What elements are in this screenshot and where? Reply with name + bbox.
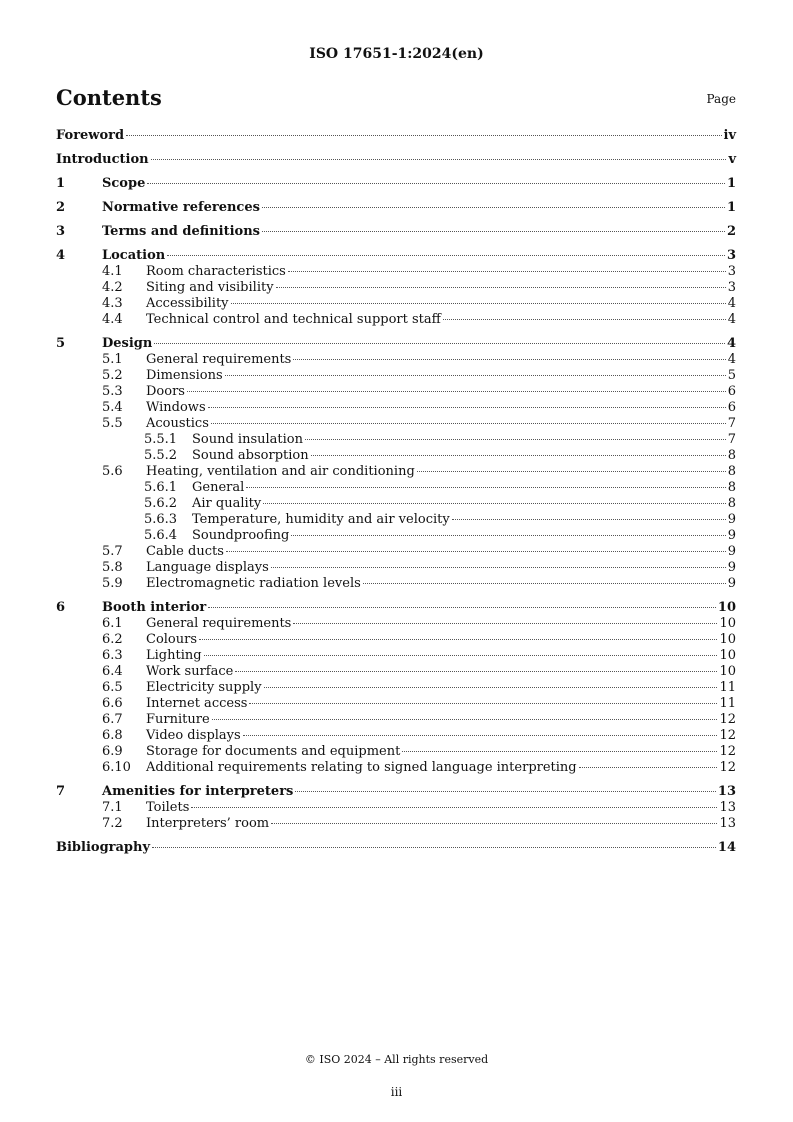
toc-entry-label: Sound insulation: [192, 432, 303, 447]
toc-entry-page: 9: [727, 576, 736, 591]
toc-entry[interactable]: [56, 464, 736, 480]
toc-entry-page: 10: [719, 664, 736, 679]
toc-entry-number: 6.2: [102, 632, 123, 647]
toc-entry-page: 4: [726, 336, 736, 351]
toc-entry-number: 6.8: [102, 728, 123, 743]
table-of-contents: [56, 128, 736, 856]
toc-entry-page: 7: [727, 416, 736, 431]
toc-entry-label: Sound absorption: [192, 448, 309, 463]
toc-entry-page: 9: [727, 512, 736, 527]
toc-entry-number: 5.7: [102, 544, 123, 559]
toc-entry-page: 13: [719, 800, 736, 815]
toc-entry[interactable]: [56, 512, 736, 528]
toc-entry[interactable]: [56, 480, 736, 496]
toc-entry[interactable]: [56, 648, 736, 664]
dot-leader: [225, 375, 726, 376]
toc-entry-label: Normative references: [102, 200, 260, 215]
toc-entry-label: Electromagnetic radiation levels: [146, 576, 361, 591]
dot-leader: [271, 823, 717, 824]
toc-entry-number: 4.3: [102, 296, 123, 311]
toc-entry[interactable]: [56, 128, 736, 144]
toc-entry-label: Storage for documents and equipment: [146, 744, 401, 759]
toc-entry-label: Interpreters’ room: [146, 816, 270, 831]
toc-entry[interactable]: [56, 840, 736, 856]
page-number: iii: [390, 1085, 403, 1099]
dot-leader: [363, 583, 726, 584]
toc-entry-label: Colours: [146, 632, 198, 647]
dot-leader: [208, 407, 726, 408]
toc-entry-label: Bibliography: [56, 840, 151, 855]
toc-entry[interactable]: [56, 432, 736, 448]
toc-entry-number: 5.6.4: [144, 528, 178, 543]
toc-entry-label: Windows: [146, 400, 206, 415]
dot-leader: [211, 423, 726, 424]
dot-leader: [311, 455, 726, 456]
toc-entry-number: 5.4: [102, 400, 123, 415]
toc-entry-label: General: [192, 480, 245, 495]
toc-entry[interactable]: [56, 632, 736, 648]
toc-entry-label: Soundproofing: [192, 528, 290, 543]
toc-entry-number: 6.7: [102, 712, 123, 727]
toc-entry-page: 8: [727, 480, 736, 495]
toc-entry[interactable]: [56, 176, 736, 192]
toc-entry[interactable]: [56, 528, 736, 544]
toc-entry-number: 6.9: [102, 744, 123, 759]
toc-entry[interactable]: [56, 728, 736, 744]
toc-entry-label: Furniture: [146, 712, 210, 727]
toc-entry[interactable]: [56, 200, 736, 216]
toc-entry-page: 7: [727, 432, 736, 447]
toc-entry-number: 2: [56, 200, 66, 215]
toc-entry[interactable]: [56, 336, 736, 352]
toc-entry-page: 1: [726, 200, 736, 215]
toc-entry[interactable]: [56, 560, 736, 576]
toc-entry-label: Work surface: [146, 664, 234, 679]
toc-entry-number: 1: [56, 176, 66, 191]
toc-entry-label: General requirements: [146, 616, 292, 631]
toc-entry-label: Dimensions: [146, 368, 223, 383]
dot-leader: [579, 767, 718, 768]
toc-entry-page: 11: [719, 680, 736, 695]
toc-entry-page: 3: [727, 280, 736, 295]
toc-entry-page: 12: [719, 744, 736, 759]
toc-entry[interactable]: [56, 784, 736, 800]
toc-entry-number: 5.2: [102, 368, 123, 383]
toc-entry-label: Amenities for interpreters: [102, 784, 294, 799]
toc-entry-page: 1: [726, 176, 736, 191]
toc-entry-page: 8: [727, 464, 736, 479]
page-column-label: Page: [706, 92, 736, 106]
toc-entry[interactable]: [56, 352, 736, 368]
toc-entry-page: 10: [719, 632, 736, 647]
toc-entry-page: 4: [727, 296, 736, 311]
toc-entry[interactable]: [56, 224, 736, 240]
toc-entry-label: Internet access: [146, 696, 248, 711]
toc-entry-page: 6: [727, 384, 736, 399]
dot-leader: [191, 807, 717, 808]
toc-entry[interactable]: [56, 680, 736, 696]
dot-leader: [276, 287, 726, 288]
toc-entry-page: iv: [723, 128, 736, 143]
dot-leader: [126, 135, 721, 136]
toc-entry-label: Temperature, humidity and air velocity: [192, 512, 450, 527]
toc-entry[interactable]: [56, 576, 736, 592]
toc-entry-page: 10: [719, 648, 736, 663]
toc-entry-page: 13: [719, 816, 736, 831]
toc-entry-number: 5.5.1: [144, 432, 178, 447]
dot-leader: [443, 319, 726, 320]
toc-entry[interactable]: [56, 696, 736, 712]
toc-entry-page: 9: [727, 528, 736, 543]
toc-entry[interactable]: [56, 496, 736, 512]
dot-leader: [271, 567, 726, 568]
toc-entry[interactable]: [56, 368, 736, 384]
toc-entry-page: 14: [717, 840, 736, 855]
dot-leader: [231, 303, 726, 304]
toc-entry-label: Electricity supply: [146, 680, 262, 695]
dot-leader: [293, 359, 725, 360]
toc-entry-page: 9: [727, 544, 736, 559]
toc-entry-number: 6.4: [102, 664, 123, 679]
toc-entry-label: Introduction: [56, 152, 149, 167]
dot-leader: [262, 231, 725, 232]
dot-leader: [154, 343, 725, 344]
toc-entry-page: 2: [726, 224, 736, 239]
toc-entry-number: 4.1: [102, 264, 123, 279]
toc-entry[interactable]: [56, 280, 736, 296]
toc-entry-page: 8: [727, 496, 736, 511]
toc-entry-number: 5.6: [102, 464, 123, 479]
toc-entry-number: 5: [56, 336, 66, 351]
toc-entry-label: Siting and visibility: [146, 280, 274, 295]
toc-entry-label: Language displays: [146, 560, 269, 575]
toc-entry-number: 5.6.1: [144, 480, 178, 495]
toc-entry-number: 5.1: [102, 352, 123, 367]
toc-entry-label: General requirements: [146, 352, 292, 367]
toc-entry-page: 6: [727, 400, 736, 415]
document-id: ISO 17651-1:2024(en): [309, 46, 484, 62]
toc-entry-page: 13: [717, 784, 736, 799]
toc-entry-page: 12: [719, 760, 736, 775]
toc-entry-number: 7: [56, 784, 66, 799]
dot-leader: [235, 671, 717, 672]
toc-entry[interactable]: [56, 600, 736, 616]
toc-entry[interactable]: [56, 448, 736, 464]
toc-entry-number: 5.5: [102, 416, 123, 431]
toc-entry[interactable]: [56, 248, 736, 264]
toc-entry[interactable]: [56, 544, 736, 560]
dot-leader: [243, 735, 718, 736]
dot-leader: [263, 503, 725, 504]
toc-entry-number: 5.6.2: [144, 496, 178, 511]
toc-entry-label: Location: [102, 248, 166, 263]
dot-leader: [246, 487, 725, 488]
toc-entry-page: 9: [727, 560, 736, 575]
toc-entry-page: 8: [727, 448, 736, 463]
toc-entry[interactable]: [56, 312, 736, 328]
toc-entry-label: Video displays: [146, 728, 241, 743]
toc-entry-number: 6.5: [102, 680, 123, 695]
toc-entry-number: 5.6.3: [144, 512, 178, 527]
toc-entry-label: Room characteristics: [146, 264, 286, 279]
toc-entry[interactable]: [56, 416, 736, 432]
toc-entry[interactable]: [56, 400, 736, 416]
toc-entry-page: 3: [727, 264, 736, 279]
toc-entry-label: Technical control and technical support staff: [146, 312, 441, 327]
toc-entry-page: v: [728, 152, 736, 167]
toc-entry[interactable]: [56, 816, 736, 832]
toc-entry-page: 5: [727, 368, 736, 383]
toc-entry-number: 5.9: [102, 576, 123, 591]
toc-entry[interactable]: [56, 664, 736, 680]
toc-entry[interactable]: [56, 744, 736, 760]
toc-entry[interactable]: [56, 800, 736, 816]
dot-leader: [293, 623, 717, 624]
toc-entry-page: 3: [726, 248, 736, 263]
contents-title: Contents: [56, 85, 162, 110]
toc-entry[interactable]: [56, 264, 736, 280]
toc-entry-label: Toilets: [146, 800, 190, 815]
dot-leader: [167, 255, 725, 256]
toc-entry[interactable]: [56, 760, 736, 776]
toc-entry-number: 6: [56, 600, 66, 615]
toc-entry-label: Booth interior: [102, 600, 207, 615]
toc-entry-label: Cable ducts: [146, 544, 224, 559]
toc-entry[interactable]: [56, 384, 736, 400]
dot-leader: [417, 471, 726, 472]
dot-leader: [295, 791, 716, 792]
toc-entry-number: 5.8: [102, 560, 123, 575]
toc-entry[interactable]: [56, 616, 736, 632]
toc-entry-page: 12: [719, 728, 736, 743]
toc-entry-number: 6.10: [102, 760, 131, 775]
toc-entry-label: Lighting: [146, 648, 202, 663]
dot-leader: [147, 183, 725, 184]
toc-entry[interactable]: [56, 712, 736, 728]
dot-leader: [288, 271, 726, 272]
toc-entry-page: 11: [719, 696, 736, 711]
toc-entry-label: Design: [102, 336, 153, 351]
dot-leader: [262, 207, 725, 208]
dot-leader: [212, 719, 718, 720]
toc-entry-page: 4: [727, 312, 736, 327]
toc-entry-number: 4.4: [102, 312, 123, 327]
toc-entry-number: 4.2: [102, 280, 123, 295]
toc-entry-label: Additional requirements relating to signed language interpreting: [146, 760, 577, 775]
toc-entry-label: Acoustics: [146, 416, 209, 431]
toc-entry-label: Doors: [146, 384, 185, 399]
dot-leader: [199, 639, 717, 640]
toc-entry-label: Accessibility: [146, 296, 229, 311]
toc-entry-number: 7.2: [102, 816, 123, 831]
dot-leader: [226, 551, 726, 552]
toc-entry-number: 6.1: [102, 616, 123, 631]
dot-leader: [264, 687, 718, 688]
dot-leader: [291, 535, 725, 536]
toc-entry[interactable]: [56, 296, 736, 312]
dot-leader: [187, 391, 726, 392]
dot-leader: [305, 439, 726, 440]
toc-entry-number: 3: [56, 224, 66, 239]
toc-entry-label: Foreword: [56, 128, 125, 143]
toc-entry-page: 10: [719, 616, 736, 631]
toc-entry-number: 6.6: [102, 696, 123, 711]
toc-entry-label: Terms and definitions: [102, 224, 260, 239]
dot-leader: [204, 655, 718, 656]
toc-entry-page: 4: [727, 352, 736, 367]
toc-entry-label: Heating, ventilation and air conditioning: [146, 464, 415, 479]
dot-leader: [152, 847, 716, 848]
dot-leader: [208, 607, 716, 608]
dot-leader: [452, 519, 726, 520]
dot-leader: [151, 159, 727, 160]
toc-entry-number: 4: [56, 248, 66, 263]
toc-entry-number: 7.1: [102, 800, 123, 815]
toc-entry-number: 6.3: [102, 648, 123, 663]
toc-entry[interactable]: [56, 152, 736, 168]
toc-entry-number: 5.3: [102, 384, 123, 399]
toc-entry-label: Air quality: [192, 496, 262, 511]
toc-entry-label: Scope: [102, 176, 146, 191]
toc-entry-number: 5.5.2: [144, 448, 178, 463]
toc-entry-page: 10: [717, 600, 736, 615]
copyright-notice: © ISO 2024 – All rights reserved: [304, 1053, 489, 1066]
dot-leader: [249, 703, 717, 704]
toc-entry-page: 12: [719, 712, 736, 727]
dot-leader: [402, 751, 717, 752]
